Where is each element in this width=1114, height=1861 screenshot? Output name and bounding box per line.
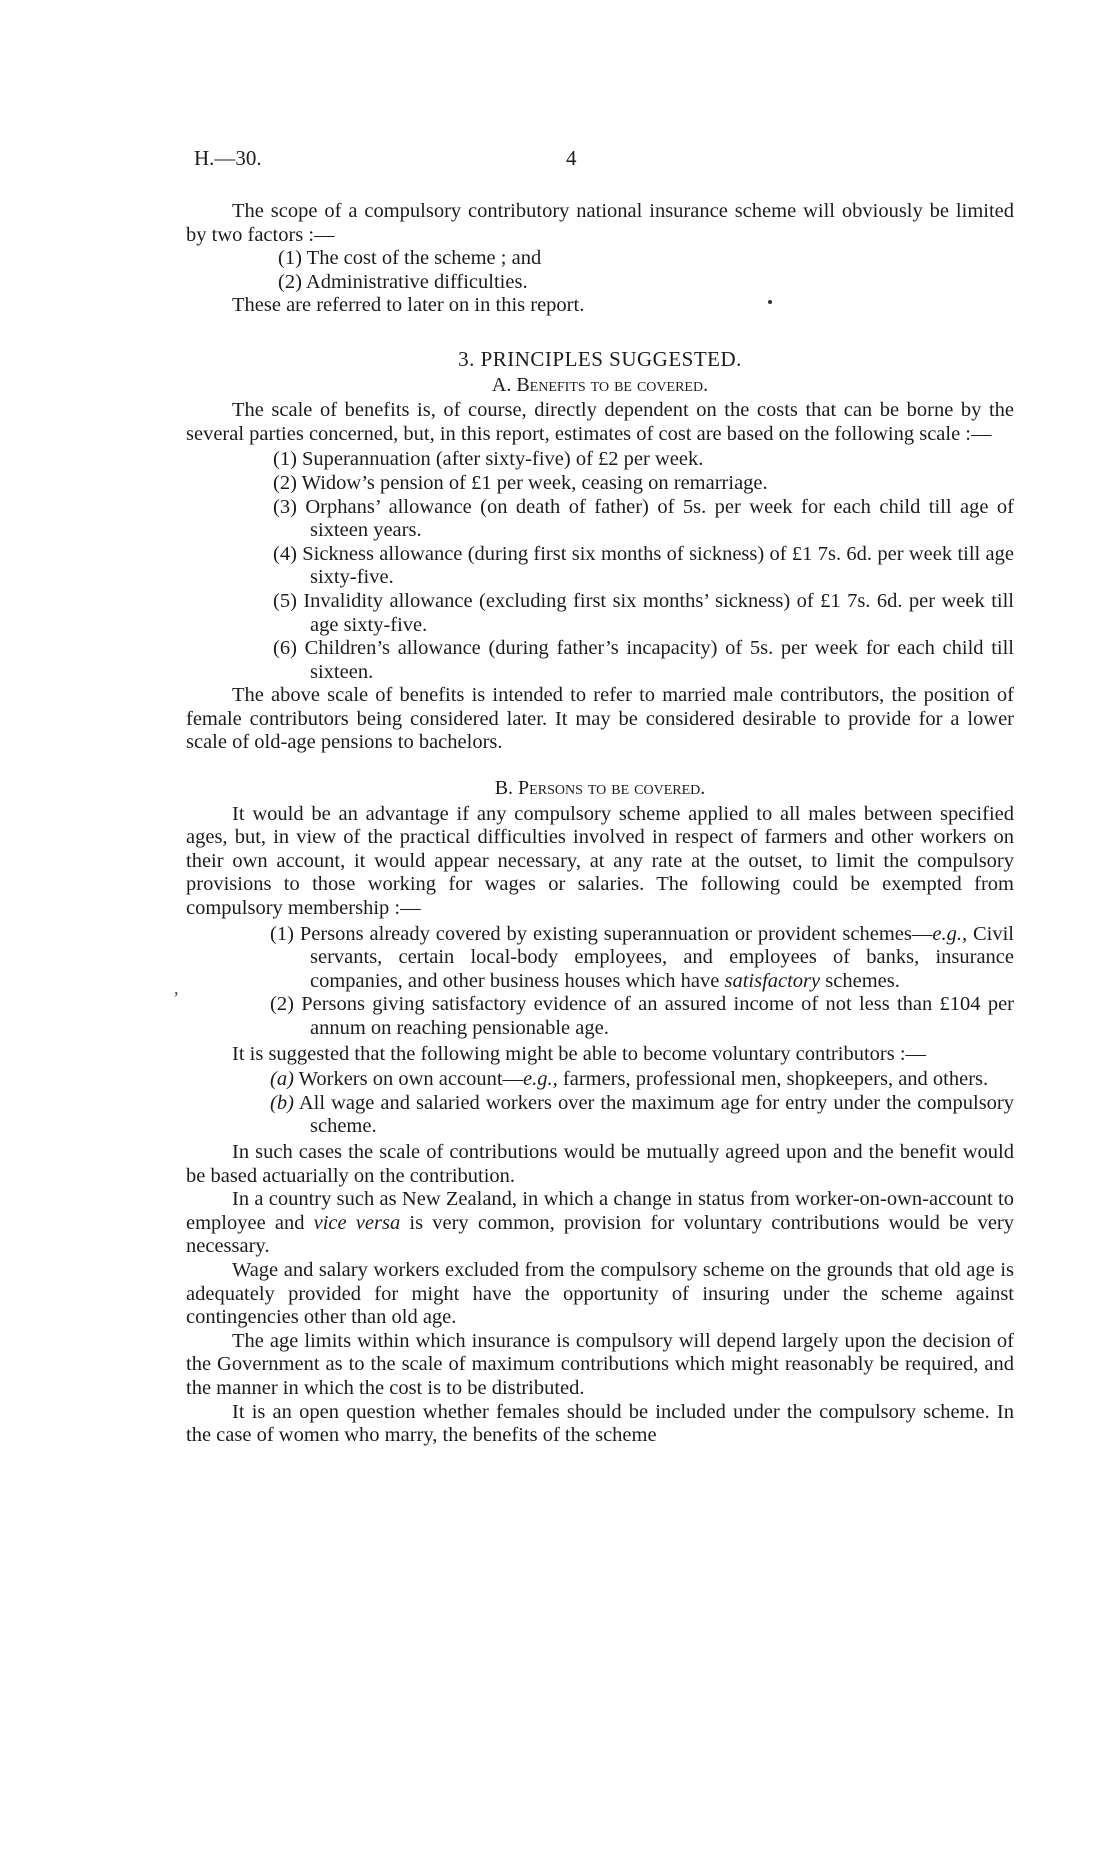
voluntary-list	[270, 1068, 1014, 1139]
subsection-heading-b: B. Persons to be covered.	[494, 777, 706, 800]
benefits-list	[273, 448, 1014, 684]
section-heading: 3. PRINCIPLES SUGGESTED.	[458, 346, 742, 371]
list-item: (2) Administrative difficulties.	[278, 270, 528, 293]
list-item: (3) Orphans’ allowance (on death of father) of 5s. per week for each child till age of sixteen years.	[273, 495, 1014, 542]
list-item: (6) Children’s allowance (during father’s incapacity) of 5s. per week for each child till sixteen.	[273, 637, 1014, 683]
subsection-heading-a: A. Benefits to be covered.	[491, 373, 709, 396]
list-item: (1) The cost of the scheme ; and	[278, 247, 542, 270]
limiting-factors-list	[278, 247, 1014, 294]
intro-paragraph-2: These are referred to later on in this report.	[232, 294, 585, 317]
document-id: H.—30.	[194, 146, 262, 170]
females-paragraph: It is an open question whether females should be included under the compulsory scheme. In the case of women who marry, the benefits of the scheme	[186, 1400, 1014, 1447]
list-item: (4) Sickness allowance (during first six months of sickness) of £1 7s. 6d. per week till age sixty-five.	[273, 542, 1015, 589]
excluded-workers-paragraph: Wage and salary workers excluded from the compulsory scheme on the grounds that old age is adequately provided for might have the opportunity of insuring under the scheme against contingencies other than old age.	[186, 1258, 1014, 1329]
list-item: (a) Workers on own account—e.g., farmers, professional men, shopkeepers, and others.	[270, 1068, 989, 1091]
list-item: (5) Invalidity allowance (excluding first six months’ sickness) of £1 7s. 6d. per week till age sixty-five.	[273, 589, 1014, 636]
benefits-note-paragraph: The above scale of benefits is intended to refer to married male contributors, the position of female contributors being considered later. It may be considered desirable to provide for a lower scale of old-age pensions to bachelors.	[186, 684, 1014, 754]
age-limits-paragraph: The age limits within which insurance is compulsory will depend largely upon the decision of the Government as to the scale of maximum contributions which might reasonably be required, and the manner in which the cost is to be distributed.	[186, 1329, 1014, 1399]
list-item: (2) Widow’s pension of £1 per week, ceasing on remarriage.	[273, 471, 768, 494]
intro-paragraph: The scope of a compulsory contributory national insurance scheme will obviously be limited by two factors :—	[186, 200, 1014, 246]
persons-paragraph: It would be an advantage if any compulsory scheme applied to all males between specified ages, but, in view of the practical difficulties involved in respect of farmers and other workers on their own account, it would appear necessary, at any rate at the outset, to limit the compulsory provisions to those working for wages or salaries. The following could be exempted from compulsory membership :—	[186, 802, 1014, 920]
page-number: 4	[566, 146, 577, 170]
list-item: (2) Persons giving satisfactory evidence of an assured income of not less than £104 per annum on reaching pensionable age.	[270, 993, 1014, 1039]
margin-mark: ,	[174, 978, 179, 998]
contributions-paragraph: In such cases the scale of contributions would be mutually agreed upon and the benefit would be based actuarially on the contribution.	[186, 1140, 1014, 1187]
voluntary-paragraph: It is suggested that the following might be able to become voluntary contributors :—	[232, 1042, 927, 1065]
exemptions-list	[270, 923, 1014, 1041]
new-zealand-paragraph: In a country such as New Zealand, in which a change in status from worker-on-own-account to employee and vice versa is very common, provision for voluntary contributions would be very necessary.	[186, 1188, 1015, 1258]
list-item: (b) All wage and salaried workers over the maximum age for entry under the compulsory scheme.	[270, 1091, 1014, 1138]
list-item: (1) Superannuation (after sixty-five) of £2 per week.	[273, 448, 704, 471]
list-item: (1) Persons already covered by existing superannuation or provident schemes—e.g., Civil servants, certain local-body employees, and employees of banks, insurance companies, and other business houses which have satisfactory schemes.	[270, 922, 1014, 992]
document-body	[186, 200, 1014, 1448]
benefits-paragraph: The scale of benefits is, of course, directly dependent on the costs that can be borne by the several parties concerned, but, in this report, estimates of cost are based on the following scale :—	[186, 399, 1014, 445]
